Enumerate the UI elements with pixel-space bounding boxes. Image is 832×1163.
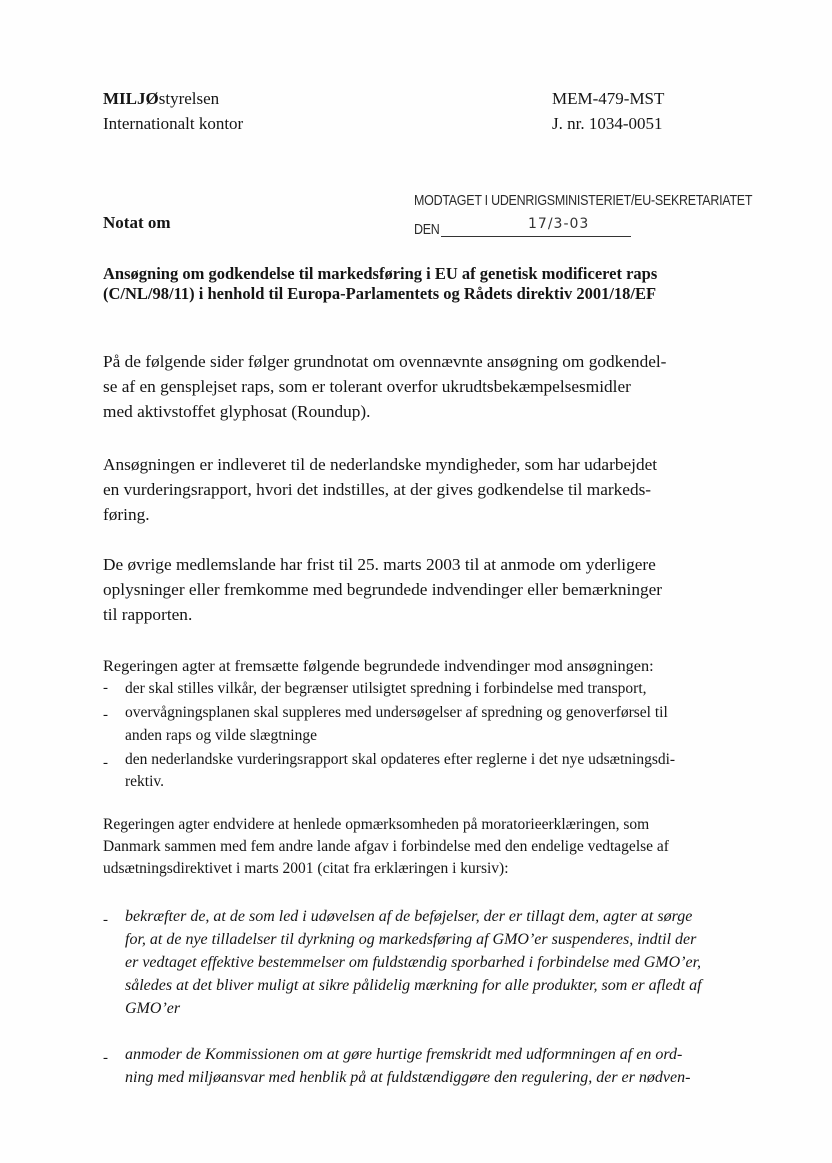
bullet-dash: - (103, 912, 108, 928)
quote-2-line-2: ning med miljøansvar med henblik på at fuldstændiggøre den regulering, der er nødven- (125, 1069, 691, 1086)
department-name: Internationalt kontor (103, 114, 244, 133)
quote-1-line-2: for, at de nye tilladelser til dyrkning og markedsføring af GMO’er suspenderes, indtil der (125, 931, 697, 948)
paragraph-3-line-3: til rapporten. (103, 605, 193, 624)
quote-1-line-1: bekræfter de, at de som led i udøvelsen af de beføjelser, der er tillagt dem, agter at sørge (125, 908, 693, 925)
document-title-line-1: Ansøgning om godkendelse til markedsføring i EU af genetisk modificeret raps (103, 264, 658, 283)
paragraph-1-line-2: se af en gensplejset raps, som er tolerant overfor ukrudtsbekæmpelsesmidler (103, 377, 631, 396)
reference-code: MEM-479-MST (552, 89, 665, 108)
quote-2-line-1: anmoder de Kommissionen om at gøre hurtige fremskridt med udformningen af en ord- (125, 1046, 683, 1063)
stamp-handwritten-date: 17/3-03 (528, 216, 590, 232)
moratorium-line-3: udsætningsdirektivet i marts 2001 (citat fra erklæringen i kursiv): (103, 860, 509, 877)
organization-name (103, 86, 219, 112)
paragraph-1-line-1: På de følgende sider følger grundnotat om ovennævnte ansøgning om godkendel- (103, 352, 667, 371)
journal-number: J. nr. 1034-0051 (552, 114, 663, 133)
objection-2-line-1: overvågningsplanen skal suppleres med undersøgelser af spredning og genoverførsel til (125, 704, 668, 721)
moratorium-line-2: Danmark sammen med fem andre lande afgav i forbindelse med den endelige vedtagelse af (103, 838, 669, 855)
bullet-dash: - (103, 707, 108, 723)
moratorium-line-1: Regeringen agter endvidere at henlede opmærksomheden på moratorieerklæringen, som (103, 816, 650, 833)
objections-intro: Regeringen agter at fremsætte følgende begrundede indvendinger mod ansøgningen: (103, 656, 654, 675)
paragraph-2-line-1: Ansøgningen er indleveret til de nederlandske myndigheder, som har udarbejdet (103, 455, 658, 474)
paragraph-3-line-1: De øvrige medlemslande har frist til 25. marts 2003 til at anmode om yderligere (103, 555, 656, 574)
bullet-dash: - (103, 755, 108, 771)
objection-3-line-1: den nederlandske vurderingsrapport skal opdateres efter reglerne i det nye udsætningsdi- (125, 751, 676, 768)
stamp-date-line (441, 236, 631, 237)
objection-1: der skal stilles vilkår, der begrænser utilsigtet spredning i forbindelse med transport, (125, 680, 647, 697)
stamp-date-label: DEN (414, 222, 440, 238)
quote-1-line-3: er vedtaget effektive bestemmelser om fuldstændig sporbarhed i forbindelse med GMO’er, (125, 954, 702, 971)
received-stamp: MODTAGET I UDENRIGSMINISTERIET/EU-SEKRETARIATET (414, 193, 753, 209)
objection-3-line-2: rektiv. (125, 773, 165, 790)
bullet-dash: - (103, 1050, 108, 1066)
organization-name-rest: styrelsen (158, 89, 220, 108)
memo-label: Notat om (103, 213, 171, 232)
objection-2-line-2: anden raps og vilde slægtninge (125, 727, 317, 744)
paragraph-1-line-3: med aktivstoffet glyphosat (Roundup). (103, 402, 371, 421)
organization-name-bold: MILJØ (103, 89, 159, 108)
paragraph-3-line-2: oplysninger eller fremkomme med begrundede indvendinger eller bemærkninger (103, 580, 663, 599)
bullet-dash: - (103, 680, 108, 696)
paragraph-2-line-2: en vurderingsrapport, hvori det indstilles, at der gives godkendelse til markeds- (103, 480, 652, 499)
quote-1-line-4: således at det bliver muligt at sikre pålidelig mærkning for alle produkter, som er afledt af (125, 977, 702, 994)
document-title-line-2: (C/NL/98/11) i henhold til Europa-Parlamentets og Rådets direktiv 2001/18/EF (103, 284, 657, 303)
quote-1-line-5: GMO’er (125, 1000, 181, 1017)
paragraph-2-line-3: føring. (103, 505, 150, 524)
